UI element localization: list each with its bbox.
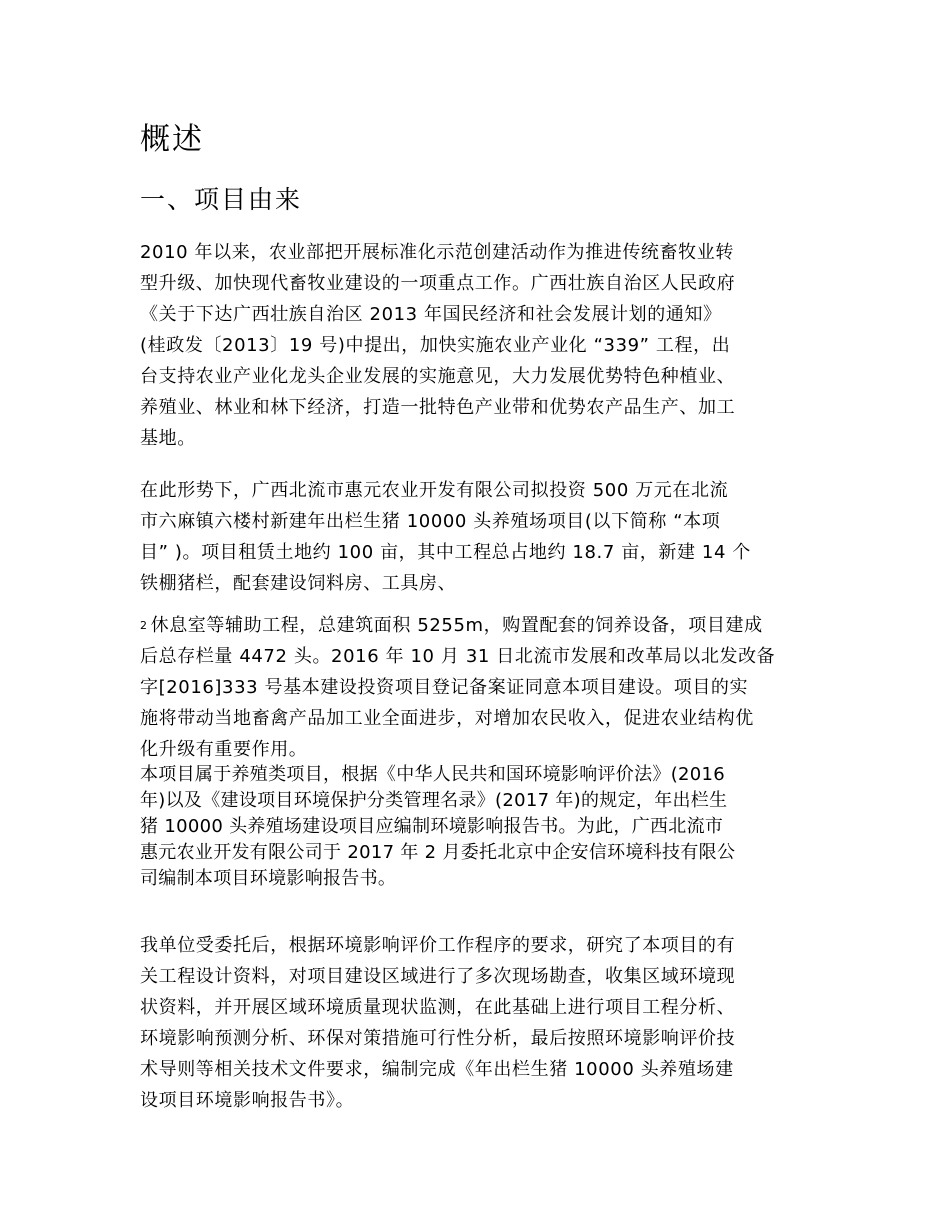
paragraph-line: 关工程设计资料，对项目建设区域进行了多次现场勘查，收集区域环境现	[140, 966, 736, 987]
paragraph-line: 基地。	[140, 428, 196, 449]
superscript-2: 2	[140, 619, 148, 632]
paragraph-line: 年)以及《建设项目环境保护分类管理名录》(2017 年)的规定，年出栏生	[140, 790, 728, 811]
paragraph-line: 本项目属于养殖类项目，根据《中华人民共和国环境影响评价法》(2016	[140, 764, 726, 785]
paragraph-5	[140, 930, 815, 1116]
paragraph-line: 市六麻镇六楼村新建年出栏生猪 10000 头养殖场项目(以下简称 “本项	[140, 511, 721, 532]
paragraph-4	[140, 762, 815, 892]
paragraph-line: 状资料，并开展区域环境质量现状监测，在此基础上进行项目工程分析、	[140, 997, 736, 1018]
paragraph-line: 惠元农业开发有限公司于 2017 年 2 月委托北京中企安信环境科技有限公	[140, 842, 736, 863]
paragraph-line-first	[140, 610, 815, 641]
paragraph-line: 在此形势下，广西北流市惠元农业开发有限公司拟投资 500 万元在北流	[140, 480, 729, 501]
paragraph-line: 型升级、加快现代畜牧业建设的一项重点工作。广西壮族自治区人民政府	[140, 273, 736, 294]
paragraph-2	[140, 475, 815, 599]
paragraph-line: 猪 10000 头养殖场建设项目应编制环境影响报告书。为此，广西北流市	[140, 816, 724, 837]
paragraph-3	[140, 610, 815, 765]
section-heading: 一、项目由来	[140, 185, 303, 214]
page-title: 概述	[140, 122, 204, 157]
paragraph-line-text: 休息室等辅助工程，总建筑面积 5255m，购置配套的饲养设备，项目建成	[150, 615, 763, 636]
paragraph-line: 司编制本项目环境影响报告书。	[140, 868, 397, 889]
paragraph-line: 《关于下达广西壮族自治区 2013 年国民经济和社会发展计划的通知》	[140, 304, 722, 325]
paragraph-line: 目” )。项目租赁土地约 100 亩，其中工程总占地约 18.7 亩，新建 14 个	[140, 542, 751, 563]
paragraph-line: 我单位受委托后，根据环境影响评价工作程序的要求，研究了本项目的有	[140, 935, 736, 956]
paragraph-line: 字[2016]333 号基本建设投资项目登记备案证同意本项目建设。项目的实	[140, 677, 749, 698]
paragraph-1	[140, 237, 815, 454]
paragraph-line: 环境影响预测分析、环保对策措施可行性分析，最后按照环境影响评价技	[140, 1028, 736, 1049]
paragraph-line: 施将带动当地畜禽产品加工业全面进步，对增加农民收入，促进农业结构优	[140, 708, 754, 729]
paragraph-line: 化升级有重要作用。	[140, 739, 308, 760]
paragraph-line: 2010 年以来，农业部把开展标准化示范创建活动作为推进传统畜牧业转	[140, 242, 734, 263]
paragraph-line: 术导则等相关技术文件要求，编制完成《年出栏生猪 10000 头养殖场建	[140, 1059, 734, 1080]
paragraph-line: (桂政发〔2013〕19 号)中提出，加快实施农业产业化 “339” 工程，出	[140, 335, 731, 356]
paragraph-line: 台支持农业产业化龙头企业发展的实施意见，大力发展优势特色种植业、	[140, 366, 736, 387]
paragraph-line: 铁棚猪栏，配套建设饲料房、工具房、	[140, 573, 457, 594]
paragraph-line: 养殖业、林业和林下经济，打造一批特色产业带和优势农产品生产、加工	[140, 397, 736, 418]
paragraph-line: 设项目环境影响报告书》。	[140, 1090, 355, 1111]
paragraph-line: 后总存栏量 4472 头。2016 年 10 月 31 日北流市发展和改革局以北发改备	[140, 646, 776, 667]
